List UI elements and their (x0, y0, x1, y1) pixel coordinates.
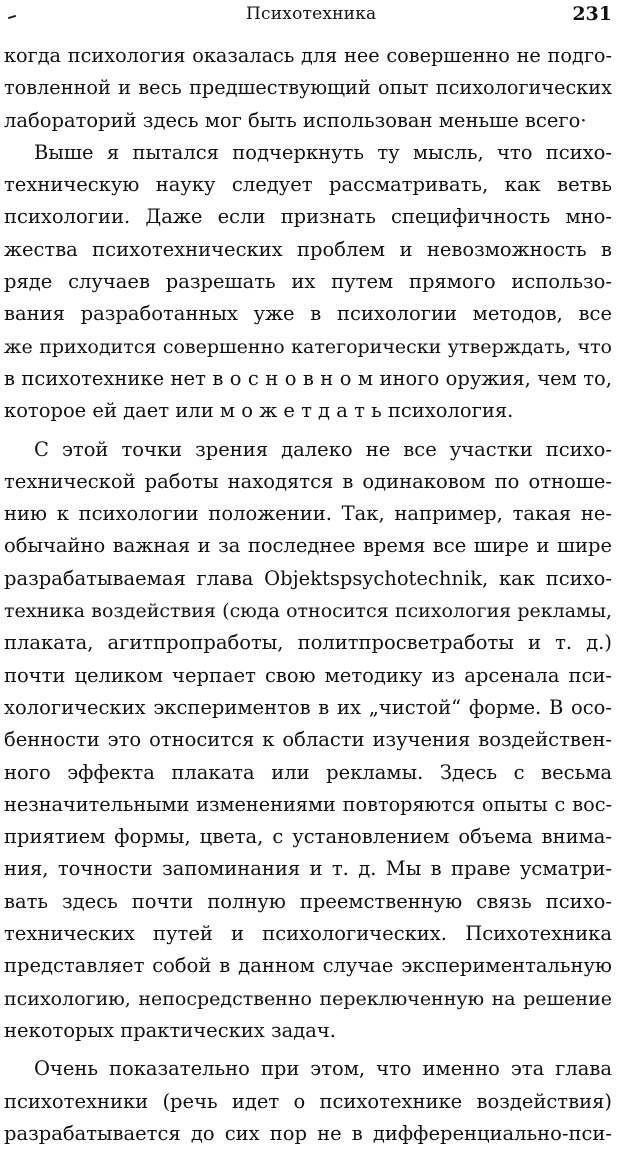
paragraph-3 (4, 434, 612, 1048)
running-head (0, 2, 620, 28)
text-line: Выше я пытался подчеркнуть ту мысль, что психо- (34, 140, 612, 164)
text-line: лабораторий здесь мог быть использован меньше всего· (4, 108, 587, 132)
text-line: разрабатываемая глава Objektspsychotechnik, как психо- (4, 566, 612, 590)
text-line: ряде случаев разрешать их путем прямого использо- (4, 270, 612, 294)
text-line: технических путей и психологических. Психотехника (4, 922, 612, 946)
text-line: психотехники (речь идет о психотехнике воздействия) (4, 1089, 612, 1113)
text-line: психологии. Даже если признать специфичность мно- (4, 205, 612, 229)
text-line: Очень показательно при этом, что именно эта глава (34, 1057, 612, 1081)
text-line: обычайно важная и за последнее время все шире и шире (4, 534, 612, 558)
text-line: товленной и весь предшествующий опыт психологических (4, 76, 612, 100)
page-number: 231 (572, 3, 612, 25)
text-line: нию к психологии положении. Так, например, такая не- (4, 502, 612, 526)
text-line: незначительными изменениями повторяются опыты с вос- (4, 792, 612, 816)
text-line: в психотехнике нет в о с н о в н о м иного оружия, чем то, (4, 366, 612, 390)
paragraph-4 (4, 1053, 612, 1150)
text-line: которое ей дает или м о ж е т д а т ь психология. (4, 399, 514, 423)
text-line: психологию, непосредственно переключенную на решение (4, 987, 612, 1010)
text-line: С этой точки зрения далеко не все участки психо- (34, 437, 612, 461)
text-line: когда психология оказалась для нее совершенно не подго- (4, 44, 612, 67)
text-line: жества психотехнических проблем и невозможность в (4, 237, 612, 261)
text-line: некоторых практических задач. (4, 1018, 336, 1042)
text-line: почти целиком черпает свою методику из арсенала пси- (4, 663, 612, 687)
text-line: вать здесь почти полную преемственную связь психо- (4, 889, 612, 913)
text-line: разрабатывается до сих пор не в дифференциально-пси- (4, 1121, 612, 1145)
paragraph-2 (4, 137, 612, 428)
text-line: ного эффекта плаката или рекламы. Здесь с весьма (4, 760, 612, 784)
text-line: бенности это относится к области изучения воздействен- (4, 728, 612, 752)
running-head-title: Психотехника (246, 4, 377, 24)
text-line: вания разработанных уже в психологии методов, все (4, 302, 612, 326)
text-line: техника воздействия (сюда относится психология рекламы, (4, 600, 612, 623)
text-line: приятием формы, цвета, с установлением объема внима- (4, 825, 612, 849)
ink-mark (8, 15, 16, 19)
text-line: технической работы находятся в одинаковом по отноше- (4, 469, 612, 493)
text-line: плаката, агитпропработы, политпросветработы и т. д.) (4, 631, 612, 655)
paragraph-1 (4, 40, 612, 137)
text-line: ния, точности запоминания и т. д. Мы в праве усматри- (4, 857, 612, 881)
text-line: же приходится совершенно категорически утверждать, что (4, 335, 612, 358)
text-line: техническую науку следует рассматривать, как ветвь (4, 173, 612, 197)
text-line: представляет собой в данном случае экспериментальную (4, 954, 612, 978)
body-text (4, 40, 612, 1150)
text-line: хологических экспериментов в их „чистой“ форме. В осо- (4, 695, 612, 719)
